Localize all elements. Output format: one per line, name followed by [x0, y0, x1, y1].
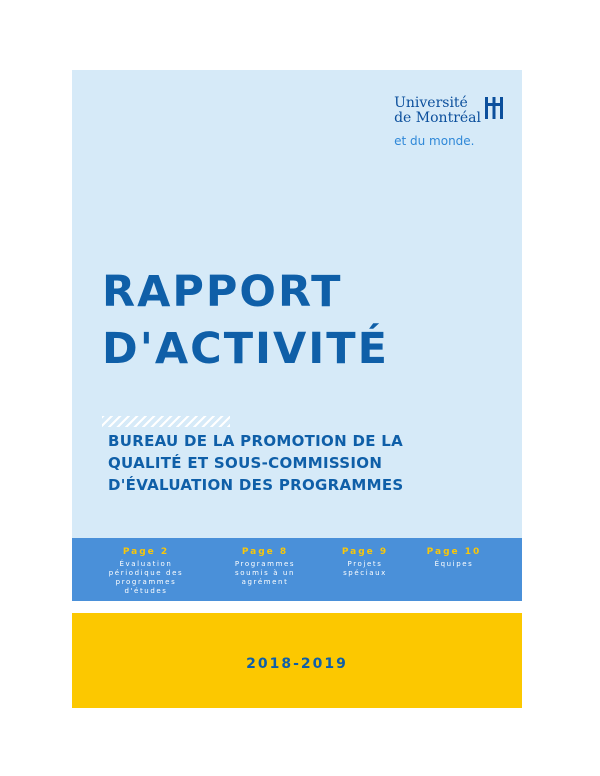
title-line1: RAPPORT [102, 267, 343, 317]
table-of-contents [72, 538, 522, 601]
cover-bottom-panel [72, 613, 522, 708]
decorative-hatch [102, 416, 230, 427]
toc-item-equipes[interactable] [419, 547, 489, 569]
title-line2: D'ACTIVITÉ [102, 324, 390, 374]
toc-description [419, 560, 489, 569]
toc-desc-line: périodique des [108, 569, 184, 577]
toc-desc-line: Programmes [234, 560, 296, 568]
subtitle-line1: BUREAU DE LA PROMOTION DE LA [108, 432, 404, 450]
toc-desc-line: programmes [115, 578, 177, 586]
toc-desc-line: spéciaux [343, 569, 387, 577]
toc-desc-line: soumis à un [235, 569, 295, 577]
toc-desc-line: Évaluation [119, 560, 173, 568]
toc-desc-line: Projets [347, 560, 383, 568]
toc-item-projets[interactable] [329, 547, 401, 578]
logo-name-line2: de Montréal [394, 110, 481, 126]
university-logo [394, 96, 504, 148]
logo-wordmark [394, 96, 481, 126]
toc-desc-line: Équipes [434, 560, 474, 568]
toc-description [329, 560, 401, 578]
toc-page-number: Page 8 [241, 547, 289, 557]
university-emblem-icon [484, 97, 504, 119]
logo-tagline: et du monde. [394, 134, 475, 148]
toc-item-programmes[interactable] [215, 547, 315, 587]
toc-page-number: Page 2 [122, 547, 170, 557]
report-title [102, 264, 389, 378]
cover-top-panel [72, 70, 522, 538]
toc-item-evaluation[interactable] [90, 547, 202, 596]
toc-page-number: Page 9 [341, 547, 389, 557]
toc-description [90, 560, 202, 596]
toc-description [215, 560, 315, 587]
toc-desc-line: agrément [241, 578, 289, 586]
toc-page-number: Page 10 [426, 547, 482, 557]
subtitle-line2: QUALITÉ ET SOUS-COMMISSION [108, 454, 383, 472]
report-cover [72, 70, 522, 708]
toc-desc-line: d'études [124, 587, 168, 595]
logo-name-line1: Université [394, 95, 468, 111]
subtitle-line3: D'ÉVALUATION DES PROGRAMMES [108, 476, 404, 494]
report-year: 2018-2019 [246, 656, 348, 672]
logo-row [394, 96, 504, 126]
report-subtitle [108, 430, 404, 496]
